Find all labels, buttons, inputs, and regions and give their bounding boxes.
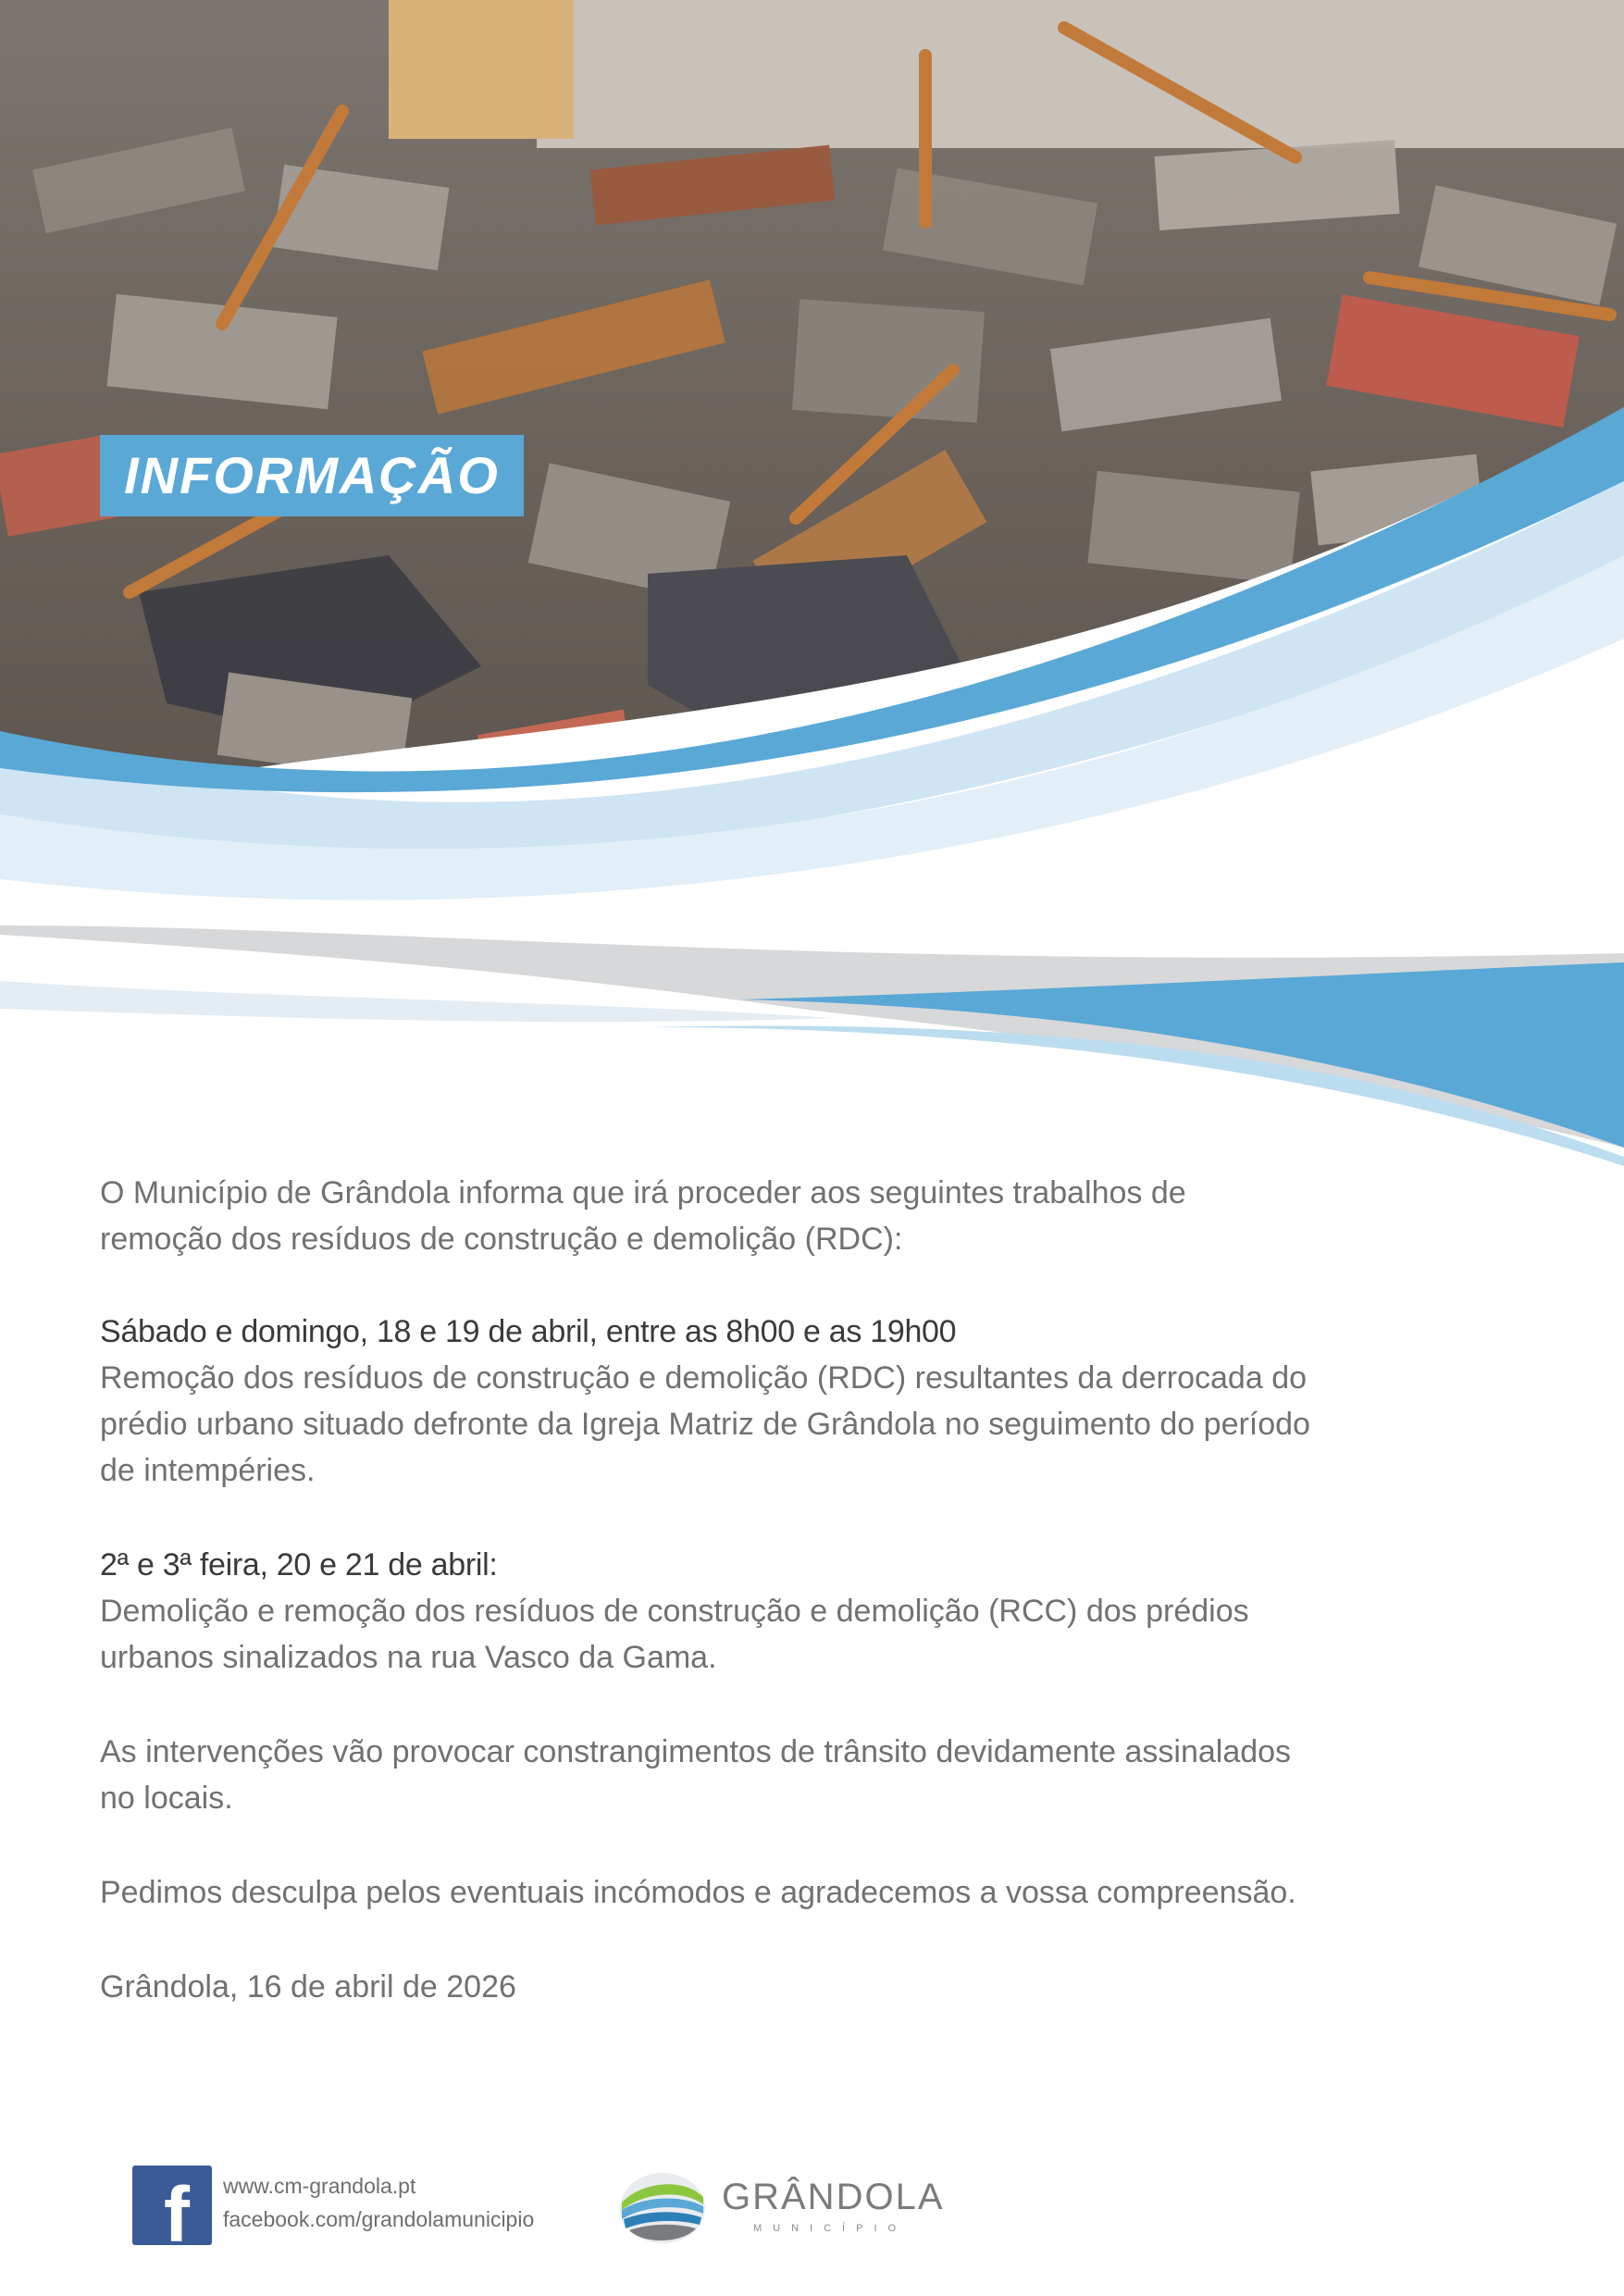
intro-line-1: O Município de Grândola informa que irá proceder aos seguintes trabalhos de: [100, 1175, 1186, 1210]
schedule-weekend-line-3: de intempéries.: [100, 1453, 316, 1488]
schedule-weekend-line-2: prédio urbano situado defronte da Igreja Matriz de Grândola no seguimento do período: [100, 1407, 1310, 1442]
traffic-notice-line-1: As intervenções vão provocar constrangimentos de trânsito devidamente assinalados: [100, 1734, 1292, 1769]
logo-subtitle: MUNICÍPIO: [753, 2223, 908, 2234]
apology-text: Pedimos desculpa pelos eventuais incómodos e agradecemos a vossa compreensão.: [100, 1875, 1296, 1910]
information-badge: INFORMAÇÃO: [100, 435, 524, 516]
footer-links: [223, 2169, 534, 2236]
facebook-icon[interactable]: [132, 2166, 212, 2245]
facebook-link[interactable]: facebook.com/grandolamunicipio: [223, 2207, 535, 2231]
website-link[interactable]: www.cm-grandola.pt: [223, 2174, 416, 2198]
schedule-weekend: [100, 1309, 1506, 1494]
document-date: Grândola, 16 de abril de 2026: [100, 1969, 516, 2004]
intro-line-2: remoção dos resíduos de construção e demolição (RDC):: [100, 1222, 903, 1257]
grandola-logo-mark: [618, 2169, 707, 2247]
facebook-letter: f: [164, 2171, 190, 2245]
logo-name: GRÂNDOLA: [722, 2177, 945, 2217]
schedule-weekdays-line-1: Demolição e remoção dos resíduos de construção e demolição (RCC) dos prédios: [100, 1594, 1249, 1629]
schedule-weekend-line-1: Remoção dos resíduos de construção e demolição (RDC) resultantes da derrocada do: [100, 1360, 1308, 1396]
schedule-weekend-heading: Sábado e domingo, 18 e 19 de abril, entre as 8h00 e as 19h00: [100, 1314, 957, 1349]
grandola-logo: [618, 2166, 945, 2254]
traffic-notice-line-2: no locais.: [100, 1781, 233, 1816]
notice-body: [100, 1170, 1506, 2010]
traffic-notice: [100, 1729, 1506, 1821]
schedule-weekdays-line-2: urbanos sinalizados na rua Vasco da Gama.: [100, 1640, 717, 1675]
schedule-weekdays: [100, 1542, 1506, 1681]
footer: [0, 2166, 1624, 2277]
schedule-weekdays-heading: 2ª e 3ª feira, 20 e 21 de abril:: [100, 1547, 498, 1582]
intro-paragraph: [100, 1170, 1506, 1262]
